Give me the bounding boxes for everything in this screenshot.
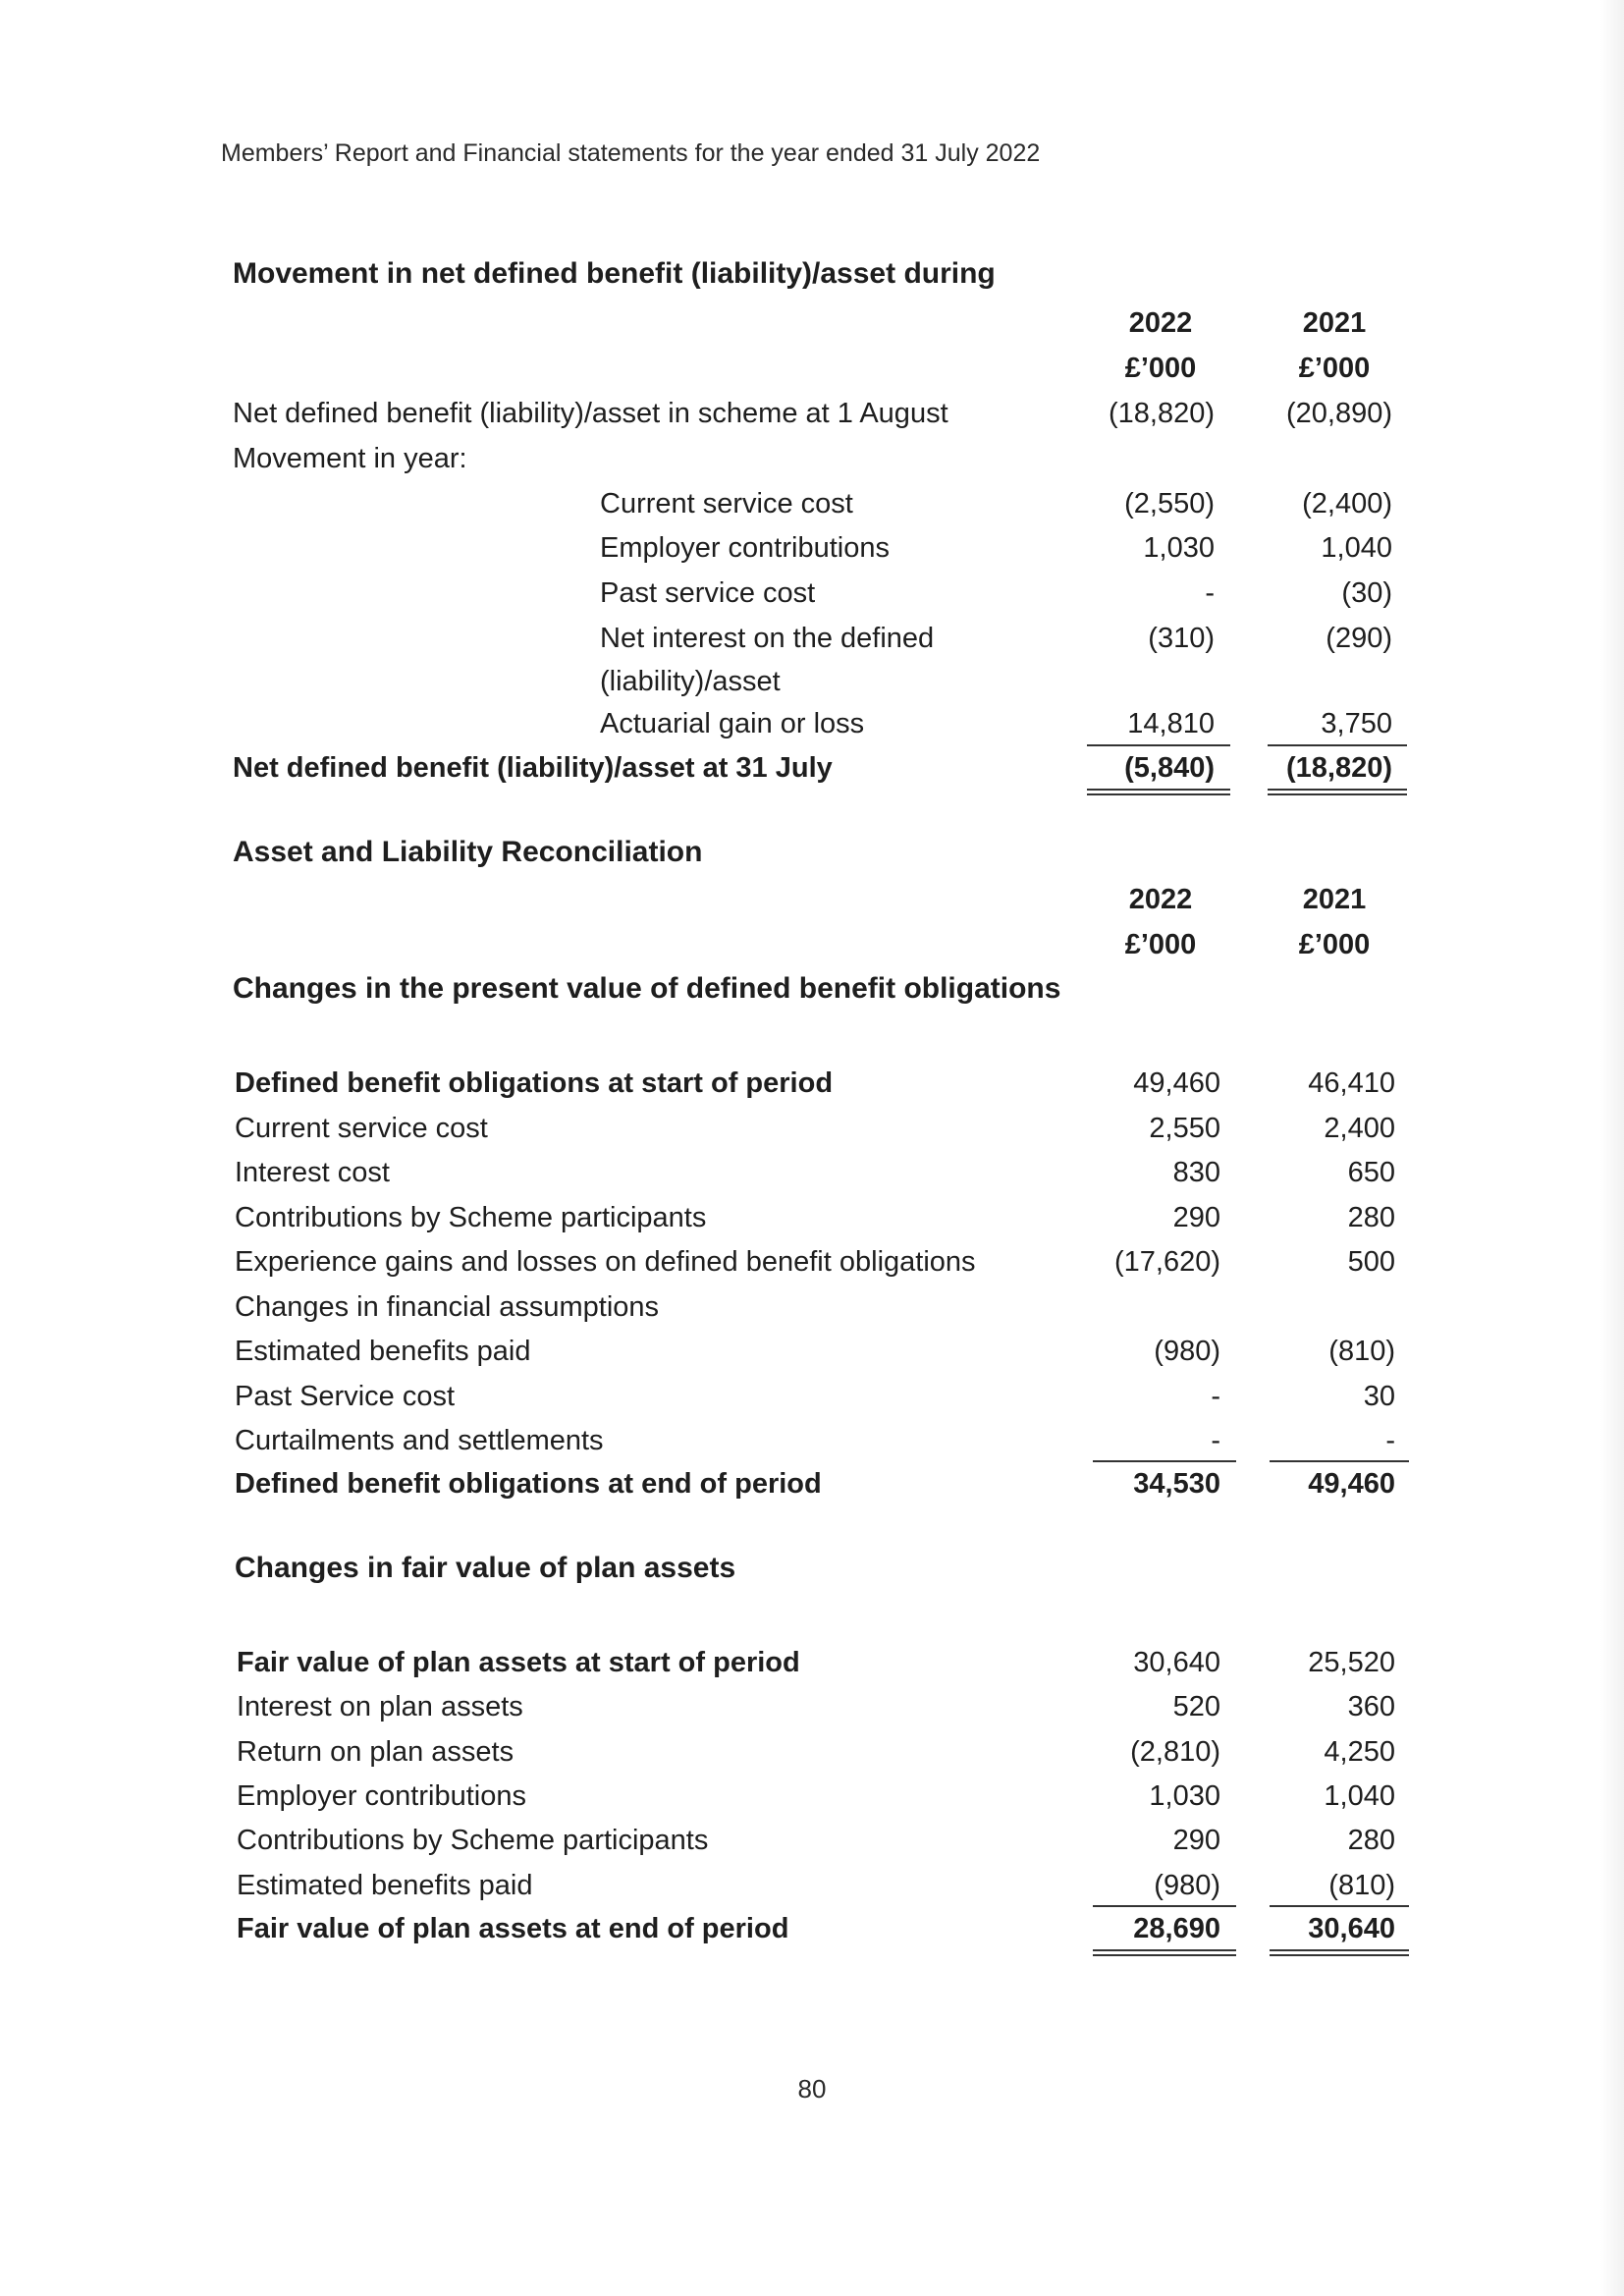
value-2022: 1,030 [1143,532,1215,564]
col-2022-unit: £’000 [1124,353,1197,384]
value-2021: - [1385,1425,1395,1456]
value-2022: 290 [1172,1201,1220,1233]
total-double-rule-2021 [1268,789,1407,795]
value-2021: (18,820) [1285,752,1392,784]
value-2022: - [1211,1380,1220,1412]
value-2021: 360 [1347,1691,1395,1723]
assets-title: Changes in fair value of plan assets [235,1552,736,1584]
obligations-title: Changes in the present value of defined benefit obligations [233,972,1061,1005]
table-row [0,1419,1624,1462]
col-2021-year: 2021 [1302,307,1367,339]
table-row [0,1151,1624,1194]
value-2021: (810) [1328,1336,1395,1367]
table-row [0,1864,1624,1907]
value-2022: 830 [1172,1157,1220,1188]
table-row [0,1330,1624,1373]
row-label: Fair value of plan assets at end of period [237,1913,789,1944]
reconciliation-unit-header [0,923,1624,966]
value-2021: 30,640 [1308,1913,1395,1944]
value-2021: (290) [1326,623,1392,654]
total-double-rule-2022 [1087,789,1230,795]
movement-year-header [0,301,1624,345]
value-2021: 1,040 [1321,532,1392,564]
row-label: Net defined benefit (liability)/asset in scheme at 1 August [233,398,948,429]
value-2022: 14,810 [1127,708,1215,739]
row-label: Past Service cost [235,1380,456,1412]
value-2022: 28,690 [1133,1913,1220,1944]
row-label-line1: Net interest on the defined [600,623,935,654]
row-label: Contributions by Scheme participants [237,1825,709,1857]
row-label: Employer contributions [237,1779,526,1812]
value-2021: 1,040 [1324,1779,1395,1812]
col-2022-year: 2022 [1128,884,1193,915]
value-2021: 280 [1347,1825,1395,1857]
table-row [0,1107,1624,1150]
col-2021-year: 2021 [1302,884,1367,915]
movement-employer-contrib-row [0,526,1624,570]
row-label: Actuarial gain or loss [600,708,865,739]
value-2022: (980) [1154,1869,1220,1901]
row-label: Employer contributions [600,532,890,564]
value-2022: - [1205,577,1215,609]
value-2021: 4,250 [1324,1735,1395,1768]
row-label: Interest cost [235,1157,390,1188]
reconciliation-title: Asset and Liability Reconciliation [233,836,703,868]
table-row [0,1641,1624,1684]
value-2022: (5,840) [1124,752,1215,784]
col-2022-year: 2022 [1128,307,1193,339]
row-label: Fair value of plan assets at start of period [237,1647,800,1678]
row-label: Interest on plan assets [237,1691,523,1723]
value-2021: (30) [1341,577,1392,609]
movement-actuarial-row [0,702,1624,745]
movement-past-service-row [0,572,1624,615]
movement-unit-header [0,347,1624,390]
assets-total-row [0,1907,1624,1950]
value-2022: 1,030 [1149,1779,1220,1812]
value-2021: 650 [1347,1157,1395,1188]
table-row [0,1819,1624,1862]
assets-total-double-rule-2022 [1093,1949,1236,1956]
value-2022: 290 [1172,1825,1220,1857]
value-2022: (310) [1148,623,1215,654]
value-2021: (2,400) [1302,488,1392,519]
movement-net-interest-row-cont [0,660,1624,703]
table-row [0,1285,1624,1329]
value-2022: (18,820) [1108,398,1215,429]
value-2022: (2,550) [1124,488,1215,519]
value-2021: 30 [1363,1380,1395,1412]
row-label: Changes in financial assumptions [235,1290,660,1323]
row-label: Net defined benefit (liability)/asset at 31 July [233,752,833,784]
movement-title: Movement in net defined benefit (liability)/asset during [233,257,996,290]
table-row [0,1775,1624,1818]
table-row [0,1730,1624,1774]
running-header: Members’ Report and Financial statements for the year ended 31 July 2022 [221,139,1041,167]
assets-total-double-rule-2021 [1270,1949,1409,1956]
row-label: Past service cost [600,577,816,609]
row-label-line2: (liability)/asset [600,666,781,697]
row-label: Defined benefit obligations at end of period [235,1468,822,1500]
value-2021: 49,460 [1308,1468,1395,1500]
table-row [0,1240,1624,1284]
value-2021: 500 [1347,1246,1395,1278]
value-2021: 3,750 [1321,708,1392,739]
row-label: Curtailments and settlements [235,1425,604,1456]
value-2021: 2,400 [1324,1112,1395,1144]
value-2022: (17,620) [1113,1246,1220,1278]
movement-opening-row [0,392,1624,435]
value-2022: 30,640 [1133,1647,1220,1678]
col-2021-unit: £’000 [1298,929,1371,960]
row-label: Estimated benefits paid [235,1336,531,1367]
value-2022: - [1211,1425,1220,1456]
value-2022: (2,810) [1130,1735,1220,1768]
movement-current-service-row [0,482,1624,525]
value-2022: 49,460 [1133,1067,1220,1099]
row-label: Current service cost [235,1112,488,1144]
row-label: Defined benefit obligations at start of period [235,1067,834,1099]
col-2021-unit: £’000 [1298,353,1371,384]
obligations-total-row [0,1462,1624,1505]
row-label: Return on plan assets [237,1735,514,1768]
row-label: Experience gains and losses on defined benefit obligations [235,1246,976,1278]
row-label: Movement in year: [233,443,467,474]
value-2021: (810) [1328,1869,1395,1901]
movement-net-interest-row [0,617,1624,660]
movement-closing-row [0,746,1624,790]
table-row [0,1375,1624,1418]
value-2021: 46,410 [1308,1067,1395,1099]
table-row [0,1196,1624,1239]
value-2021: (20,890) [1285,398,1392,429]
page-number: 80 [797,2074,827,2104]
table-row [0,1685,1624,1728]
movement-in-year-label-row [0,437,1624,480]
reconciliation-year-header [0,878,1624,921]
value-2022: (980) [1154,1336,1220,1367]
value-2022: 34,530 [1133,1468,1220,1500]
col-2022-unit: £’000 [1124,929,1197,960]
value-2021: 25,520 [1308,1647,1395,1678]
table-row [0,1062,1624,1105]
value-2022: 520 [1172,1691,1220,1723]
row-label: Estimated benefits paid [237,1869,533,1901]
value-2021: 280 [1347,1201,1395,1233]
row-label: Current service cost [600,488,853,519]
value-2022: 2,550 [1149,1112,1220,1144]
row-label: Contributions by Scheme participants [235,1201,707,1233]
